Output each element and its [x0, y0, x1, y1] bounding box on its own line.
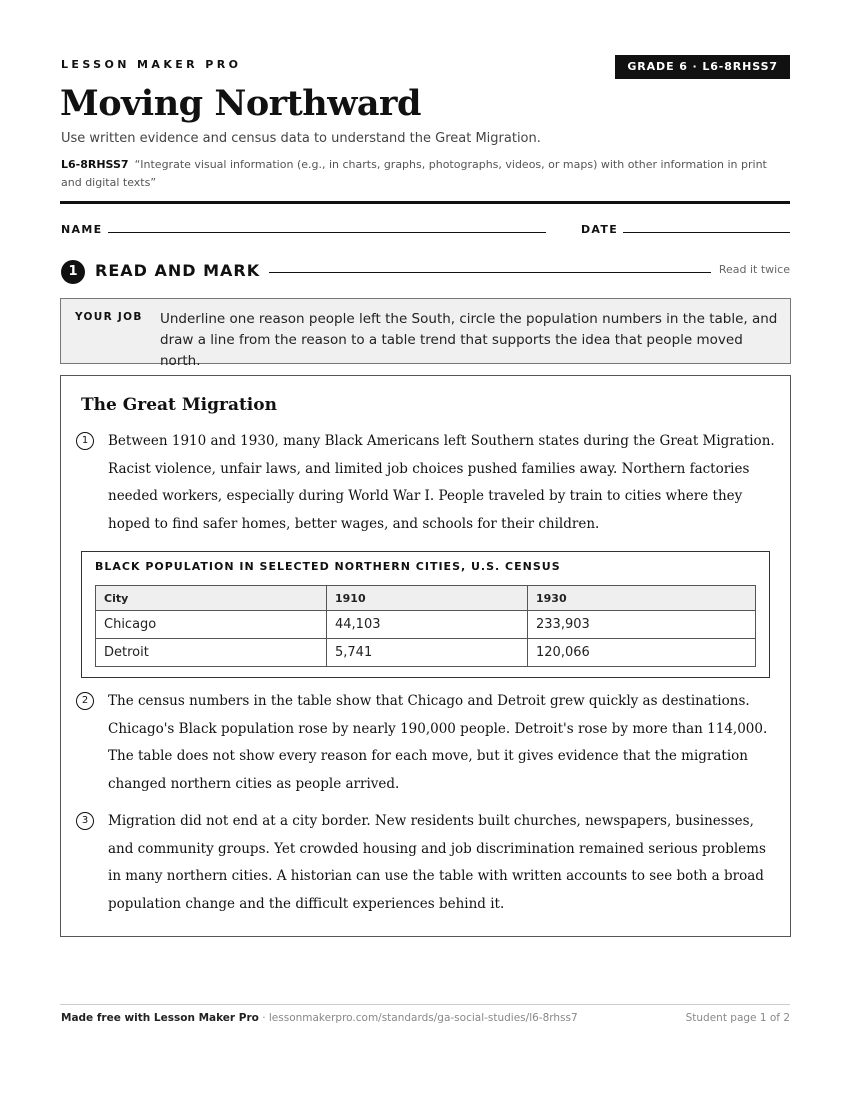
table-cell: Detroit — [96, 639, 327, 667]
paragraph-1: Between 1910 and 1930, many Black Americans left Southern states during the Great Migration. Racist violence, unfair laws, and limited job choices pushed families away. Northern factories needed workers, especially during World War I. People traveled by train to cities where they hoped to find safer homes, better wages, and schools for their children. — [108, 433, 775, 532]
your-job-box — [60, 298, 791, 369]
standard-code: L6-8RHSS7 — [61, 158, 129, 171]
your-job-label: YOUR JOB — [75, 311, 143, 323]
table-cell: 120,066 — [528, 639, 756, 667]
reading-title: The Great Migration — [81, 395, 277, 415]
table-header-1910: 1910 — [327, 586, 528, 611]
table-row — [96, 639, 756, 667]
table-cell: 5,741 — [327, 639, 528, 667]
date-label: DATE — [581, 223, 619, 236]
your-job-text: Underline one reason people left the South, circle the population numbers in the table, and draw a line from the reason to a table trend that supports the idea that people moved north. — [160, 311, 778, 369]
page-title: Moving Northward — [60, 83, 421, 124]
section-number-badge: 1 — [61, 260, 85, 284]
reading-passage — [60, 375, 791, 937]
header-divider — [60, 201, 790, 204]
census-table — [95, 585, 756, 667]
table-cell: 44,103 — [327, 611, 528, 639]
table-title: BLACK POPULATION IN SELECTED NORTHERN CITIES, U.S. CENSUS — [95, 560, 561, 573]
paragraph-number-1: 1 — [76, 432, 94, 450]
table-header-row — [96, 586, 756, 611]
table-cell: 233,903 — [528, 611, 756, 639]
section-title: READ AND MARK — [95, 261, 261, 280]
brand-name: LESSON MAKER PRO — [61, 58, 242, 71]
grade-badge: GRADE 6 · L6-8RHSS7 — [615, 55, 790, 79]
standard-statement — [61, 156, 786, 192]
paragraph-number-2: 2 — [76, 692, 94, 710]
table-cell: Chicago — [96, 611, 327, 639]
section-divider — [269, 272, 711, 273]
table-header-1930: 1930 — [528, 586, 756, 611]
footer-divider — [60, 1004, 790, 1005]
section-note: Read it twice — [718, 263, 790, 276]
name-label: NAME — [61, 223, 103, 236]
page-subtitle: Use written evidence and census data to understand the Great Migration. — [61, 131, 541, 146]
paragraph-number-3: 3 — [76, 812, 94, 830]
footer-credit — [61, 1012, 578, 1024]
footer-made-with: Made free with Lesson Maker Pro — [61, 1012, 259, 1024]
paragraph-2: The census numbers in the table show that Chicago and Detroit grew quickly as destinations. Chicago's Black population rose by nearly 190,000 people. Detroit's rose by more than 114,000. The table does not show every reason for each move, but it gives evidence that the migration changed northern cities as people arrived. — [108, 693, 768, 792]
table-row — [96, 611, 756, 639]
standard-text: “Integrate visual information (e.g., in charts, graphs, photographs, videos, or maps) with other information in print and digital texts” — [61, 158, 767, 189]
census-table-box — [81, 551, 770, 678]
footer-url[interactable]: · lessonmakerpro.com/standards/ga-social-studies/l6-8rhss7 — [258, 1012, 578, 1024]
name-field[interactable] — [108, 232, 546, 233]
paragraph-3: Migration did not end at a city border. New residents built churches, newspapers, businesses, and community groups. Yet crowded housing and job discrimination remained serious problems in many northern cities. A historian can use the table with written accounts to see both a broad population change and the difficult experiences behind it. — [108, 813, 766, 912]
date-field[interactable] — [623, 232, 790, 233]
table-header-city: City — [96, 586, 327, 611]
footer-page-number: Student page 1 of 2 — [685, 1012, 790, 1024]
